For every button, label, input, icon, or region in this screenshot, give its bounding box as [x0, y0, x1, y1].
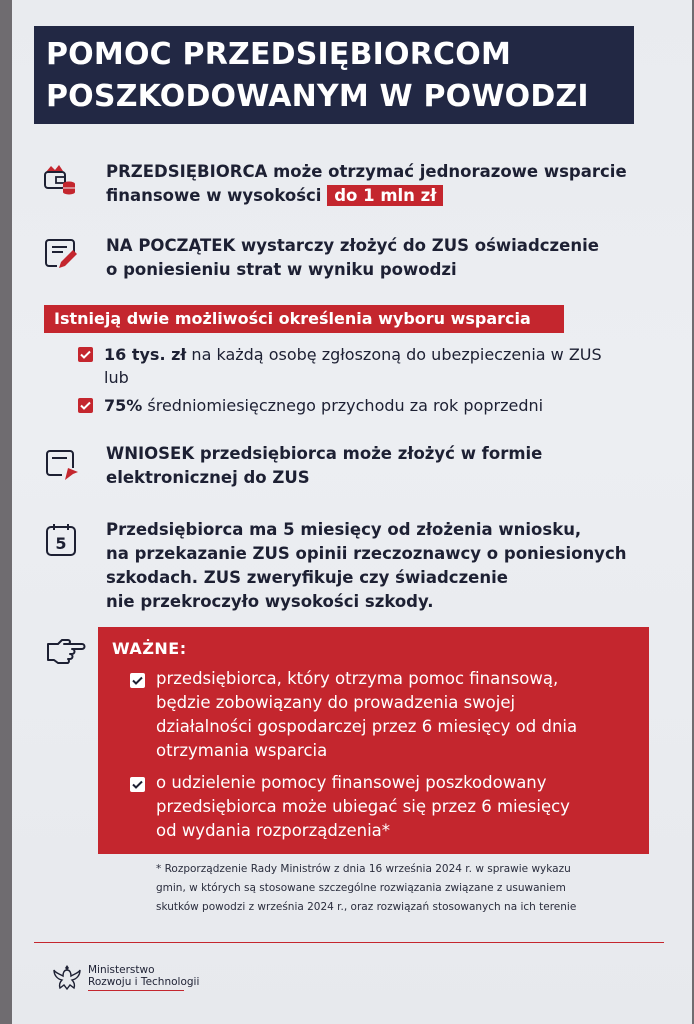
electronic-form-send-icon: [43, 446, 79, 482]
option-2: [104, 394, 543, 417]
important-item-1-line-1: przedsiębiorca, który otrzyma pomoc finansową,: [156, 669, 559, 688]
calendar-number: 5: [55, 534, 67, 553]
important-item-2-line-1: o udzielenie pomocy finansowej poszkodowany: [156, 773, 547, 792]
application-line-1: WNIOSEK przedsiębiorca może złożyć w formie: [106, 444, 543, 463]
important-item-2-line-3: od wydania rozporządzenia*: [156, 821, 391, 840]
bottom-divider: [34, 942, 664, 943]
option-1-amount: 16 tys. zł: [104, 345, 187, 364]
support-amount-badge: do 1 mln zł: [327, 185, 443, 206]
ministry-name: [88, 964, 199, 988]
option-2-percent: 75%: [104, 396, 143, 415]
checkbox-checked-icon: [78, 398, 93, 413]
support-line-2-prefix: finansowe w wysokości: [106, 186, 322, 205]
ministry-line-2: Rozwoju i Technologii: [88, 976, 200, 988]
page-title: [34, 26, 634, 124]
pointing-hand-icon: [46, 636, 86, 664]
important-box: [98, 627, 649, 854]
important-item-1-line-3: działalności gospodarczej przez 6 miesięcy od dnia: [156, 717, 578, 736]
calendar-icon: [45, 522, 81, 558]
important-item-1-line-2: będzie zobowiązany do prowadzenia swojej: [156, 693, 516, 712]
footnote-line-3: skutków powodzi z września 2024 r., oraz rozwiązań stosowanych na ich terenie: [156, 901, 577, 913]
choice-heading: Istnieją dwie możliwości określenia wyboru wsparcia: [44, 305, 564, 333]
important-item-2: [156, 771, 570, 843]
important-item-2-line-2: przedsiębiorca może ubiegać się przez 6 miesięcy: [156, 797, 570, 816]
application-line-2: elektronicznej do ZUS: [106, 468, 310, 487]
ministry-underline: [88, 990, 184, 991]
footnote-line-2: gmin, w których są stosowane szczególne rozwiązania związane z usuwaniem: [156, 882, 566, 894]
deadline-text: [106, 518, 626, 614]
footnote-line-1: * Rozporządzenie Rady Ministrów z dnia 16 września 2024 r. w sprawie wykazu: [156, 863, 571, 875]
title-line-1: POMOC PRZEDSIĘBIORCOM: [46, 37, 512, 72]
option-1-or: lub: [104, 368, 129, 387]
checkbox-checked-icon: [78, 347, 93, 362]
start-line-2: o poniesieniu strat w wyniku powodzi: [106, 260, 457, 279]
deadline-line-1: Przedsiębiorca ma 5 miesięcy od złożenia wniosku,: [106, 520, 582, 539]
start-line-1: NA POCZĄTEK wystarczy złożyć do ZUS oświadczenie: [106, 236, 599, 255]
start-text: [106, 234, 599, 282]
support-line-1: PRZEDSIĘBIORCA może otrzymać jednorazowe wsparcie: [106, 162, 627, 181]
option-1-text: na każdą osobę zgłoszoną do ubezpieczenia w ZUS: [186, 345, 602, 364]
deadline-line-4: nie przekroczyło wysokości szkody.: [106, 592, 434, 611]
document-pen-icon: [43, 236, 79, 272]
checkbox-checked-icon: [130, 673, 145, 688]
checkbox-checked-icon: [130, 777, 145, 792]
important-item-1: [156, 667, 577, 763]
ministry-line-1: Ministerstwo: [88, 964, 155, 976]
title-line-2: POSZKODOWANYM W POWODZI: [46, 79, 589, 114]
important-item-1-line-4: otrzymania wsparcia: [156, 741, 328, 760]
deadline-line-2: na przekazanie ZUS opinii rzeczoznawcy o poniesionych: [106, 544, 627, 563]
polish-eagle-emblem-icon: [52, 962, 82, 994]
option-1: [104, 343, 602, 389]
support-text: [106, 160, 627, 208]
application-text: [106, 442, 542, 490]
support-line-2: [106, 184, 627, 208]
deadline-line-3: szkodach. ZUS zweryfikuje czy świadczenie: [106, 568, 508, 587]
footnote: [156, 860, 656, 917]
option-2-text: średniomiesięcznego przychodu za rok poprzedni: [142, 396, 544, 415]
important-title: WAŻNE:: [112, 639, 187, 658]
money-bag-coins-icon: [42, 162, 78, 198]
